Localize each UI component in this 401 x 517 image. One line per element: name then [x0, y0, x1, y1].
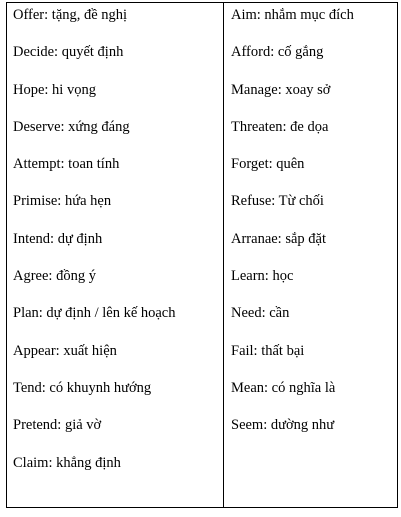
table-row [7, 3, 398, 508]
list-item: Afford: cố gắng [231, 44, 324, 61]
list-item: Intend: dự định [13, 230, 103, 247]
list-item: Claim: khẳng định [13, 454, 121, 471]
list-item: Appear: xuất hiện [13, 342, 117, 359]
list-item: Manage: xoay sở [231, 81, 331, 98]
list-item: Forget: quên [231, 156, 305, 173]
left-column [7, 3, 224, 508]
list-item: Refuse: Từ chối [231, 193, 324, 210]
list-item: Agree: đồng ý [13, 268, 96, 285]
list-item: Arranae: sắp đặt [231, 230, 327, 247]
list-item: Fail: thất bại [231, 342, 305, 359]
list-item: Pretend: giả vờ [13, 417, 102, 434]
list-item: Primise: hứa hẹn [13, 193, 112, 210]
vocabulary-table [6, 2, 398, 508]
list-item: Learn: học [231, 268, 294, 285]
list-item: Threaten: đe dọa [231, 118, 329, 135]
list-item: Deserve: xứng đáng [13, 118, 130, 135]
list-item: Plan: dự định / lên kế hoạch [13, 305, 176, 322]
list-item: Hope: hi vọng [13, 81, 96, 98]
list-item: Seem: dường như [231, 417, 335, 434]
list-item: Decide: quyết định [13, 44, 124, 61]
list-item: Mean: có nghĩa là [231, 379, 336, 396]
list-item: Offer: tặng, đề nghị [13, 7, 128, 23]
list-item: Aim: nhắm mục đích [231, 7, 354, 23]
right-column [224, 3, 398, 508]
list-item: Need: cần [231, 305, 290, 322]
list-item: Tend: có khuynh hướng [13, 379, 152, 396]
list-item: Attempt: toan tính [13, 156, 120, 173]
